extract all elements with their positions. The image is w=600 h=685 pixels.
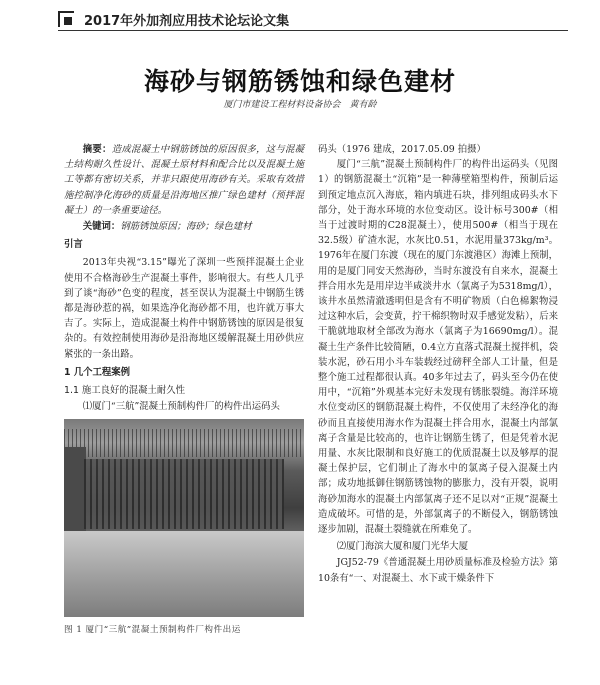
keywords-label: 关键词： bbox=[82, 221, 121, 233]
case-1-paragraph: ⑴厦门“三航”混凝土预制构件厂的构件出运码头 bbox=[82, 401, 280, 413]
header-rule bbox=[58, 30, 568, 31]
section-1-1-heading: 1.1 施工良好的混凝土耐久性 bbox=[64, 385, 186, 397]
left-column bbox=[64, 142, 304, 639]
photo-water bbox=[64, 531, 304, 617]
running-header bbox=[58, 8, 568, 30]
section-1-heading: 1 几个工程案例 bbox=[64, 366, 131, 378]
article-title: 海砂与钢筋锈蚀和绿色建材 bbox=[143, 67, 456, 96]
intro-heading: 引言 bbox=[64, 239, 83, 251]
case-2-heading: ⑵厦门海滨大厦和厦门光华大厦 bbox=[336, 541, 469, 553]
abstract-text: 造成混凝土中钢筋锈蚀的原因很多，这与混凝土结构耐久性设计、混凝土原材料和配合比以及混凝土施工等都有密切关系，并非只跟使用海砂有关。采取有效措施控制净化海砂的质量是沿海地区推广绿色建材（预拌混凝土）的一条重要途径。 bbox=[64, 144, 304, 216]
abstract bbox=[64, 142, 304, 218]
figure-caption-continuation: 码头（1976 建成，2017.05.09 拍摄） bbox=[318, 144, 486, 155]
intro-paragraph: 2013年央视“3.15”曝光了深圳一些预拌混凝土企业使用不合格海砂生产混凝土事件，影响很大。有些人几乎到了谈“海砂”色变的程度，甚至误认为混凝土中钢筋生锈都是海砂惹的祸，如果选净化海砂都不用，也许就万事大吉了。实际上，造成混凝土构件中钢筋锈蚀的原因是很复杂的。有效控制使用海砂是沿海地区缓解混凝土用砂供应紧张的一条出路。 bbox=[64, 257, 304, 360]
right-column bbox=[318, 142, 558, 586]
keywords bbox=[64, 219, 304, 234]
article-author: 厦门市建设工程材料设备协会 黄有龄 bbox=[223, 100, 377, 110]
keywords-text: 钢筋锈蚀原因；海砂；绿色建材 bbox=[120, 221, 252, 233]
figure-1-caption: 图 1 厦门“三航”混凝土预制构件厂构件出运 bbox=[64, 625, 241, 636]
figure-1-photo bbox=[64, 419, 304, 617]
photo-caisson-wall bbox=[84, 459, 284, 529]
photo-fence bbox=[64, 429, 304, 457]
case-2-paragraph: JGJ52-79《普通混凝土用砂质量标准及检验方法》第10条有“一、对混凝土、水下或干燥条件下 bbox=[318, 557, 558, 584]
journal-title: 2017年外加剂应用技术论坛论文集 bbox=[84, 13, 290, 29]
case-1-description: 厦门“三航”混凝土预制构件厂的构件出运码头（见图 1）的钢筋混凝土“沉箱”是一种薄壁箱型构件，预制后运到预定地点沉入海底，箱内填进石块，排列组成码头水下部分，处于海水环境的水位变动区。设计标号300#（相当于过渡时期的C28混凝土），使用500#（相当于现在32.5级）矿渣水泥，水灰比0.51，水泥用量373kg/m³。1976年在厦门东渡（现在的厦门东渡港区）海滩上预制，用的是厦门同安天然海砂，当时东渡没有自来水，混凝土拌合用水先是用岸边半咸淡井水（氯离子为5318mg/l），该井水虽然清澈透明但是含有不明矿物质（白色棉絮物浸过这种水后，会变黄，拧干棉织物时双手感觉发粘），后来干脆就地取材全部改为海水（氯离子为16690mg/l）。混凝土生产条件比较简陋，0.4立方直落式混凝土搅拌机，袋装水泥，砂石用小斗车装载经过磅秤全部人工计量，但是整个施工过程都很认真。40多年过去了，码头至今仍在使用中，“沉箱”外观基本完好未发现有锈胀裂缝。海洋环境水位变动区的钢筋混凝土构件，不仅使用了未经净化的海砂而且直接使用海水作为混凝土拌合用水，混凝土内部氯离子含量是比较高的，也许让钢筋生锈了，但是凭着水泥用量、水灰比限制和良好施工的优质混凝土以及够厚的混凝土保护层，它们制止了海水中的氯离子侵入混凝土内部；成功地抵御住钢筋锈蚀物的膨胀力，没有开裂，说明海砂加海水的混凝土内部氯离子还不足以对“正规”混凝土造成破坏。可惜的是，外部氯离子的不断侵入，钢筋锈蚀逐步加剧，混凝土裂缝就在所难免了。 bbox=[318, 159, 558, 536]
header-corner-icon bbox=[58, 11, 76, 27]
abstract-label: 摘要： bbox=[82, 144, 112, 155]
